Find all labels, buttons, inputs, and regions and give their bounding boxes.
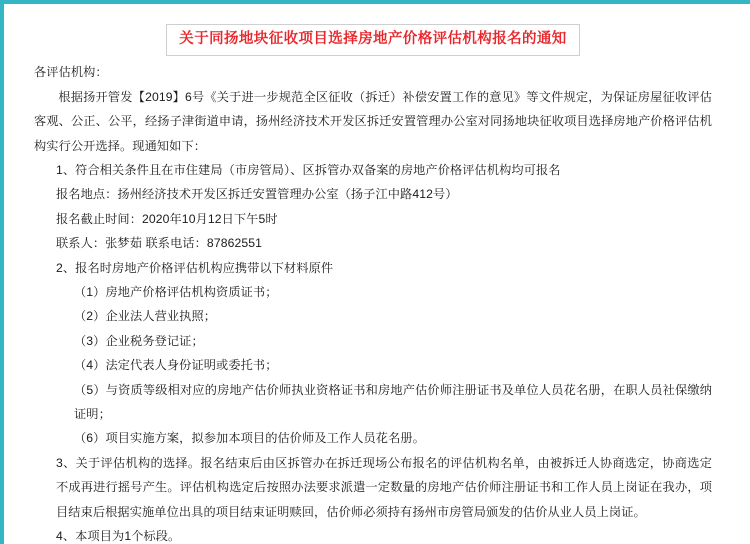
material-item-1: （1）房地产价格评估机构资质证书； bbox=[74, 285, 278, 300]
material-item-4: （4）法定代表人身份证明或委托书； bbox=[74, 358, 278, 373]
item-1: 1、符合相关条件且在市住建局（市房管局）、区拆管办双备案的房地产价格评估机构均可报名 bbox=[56, 163, 561, 178]
page-title: 关于同扬地块征收项目选择房地产价格评估机构报名的通知 bbox=[166, 24, 579, 56]
contact-info: 联系人：张梦茹 联系电话：87862551 bbox=[56, 236, 262, 251]
material-item-5: （5）与资质等级相对应的房地产估价师执业资格证书和房地产估价师注册证书及单位人员花名册，在职人员社保缴纳证明； bbox=[74, 382, 712, 422]
material-item-2: （2）企业法人营业执照； bbox=[74, 309, 217, 324]
material-item-3: （3）企业税务登记证； bbox=[74, 333, 204, 348]
paragraph-intro: 根据扬开管发【2019】6号《关于进一步规范全区征收（拆迁）补偿安置工作的意见》等文件规定，为保证房屋征收评估客观、公正、公平，经扬子津街道申请，扬州经济技术开发区拆迁安置管理办公室对同扬地块征收项目选择房地产价格评估机构实行公开选择。现通知如下： bbox=[34, 89, 712, 153]
item-4: 4、本项目为1个标段。 bbox=[56, 529, 181, 544]
document-body bbox=[34, 60, 712, 544]
registration-deadline: 报名截止时间：2020年10月12日下午5时 bbox=[56, 211, 278, 226]
material-item-6: （6）项目实施方案，拟参加本项目的估价师及工作人员花名册。 bbox=[74, 431, 425, 446]
item-2: 2、报名时房地产价格评估机构应携带以下材料原件 bbox=[56, 260, 334, 275]
document-content bbox=[4, 4, 746, 544]
registration-location: 报名地点：扬州经济技术开发区拆迁安置管理办公室（扬子江中路412号） bbox=[56, 187, 458, 202]
salutation: 各评估机构： bbox=[34, 65, 108, 80]
title-container bbox=[34, 24, 712, 56]
item-3: 3、关于评估机构的选择。报名结束后由区拆管办在拆迁现场公布报名的评估机构名单，由被拆迁人协商选定，协商选定不成再进行摇号产生。评估机构选定后按照办法要求派遣一定数量的房地产估价师注册证书和工作人员上岗证在我办，项目结束后根据实施单位出具的项目结束证明赎回，估价师必须持有扬州市房管局颁发的估价从业人员上岗证。 bbox=[56, 455, 712, 519]
